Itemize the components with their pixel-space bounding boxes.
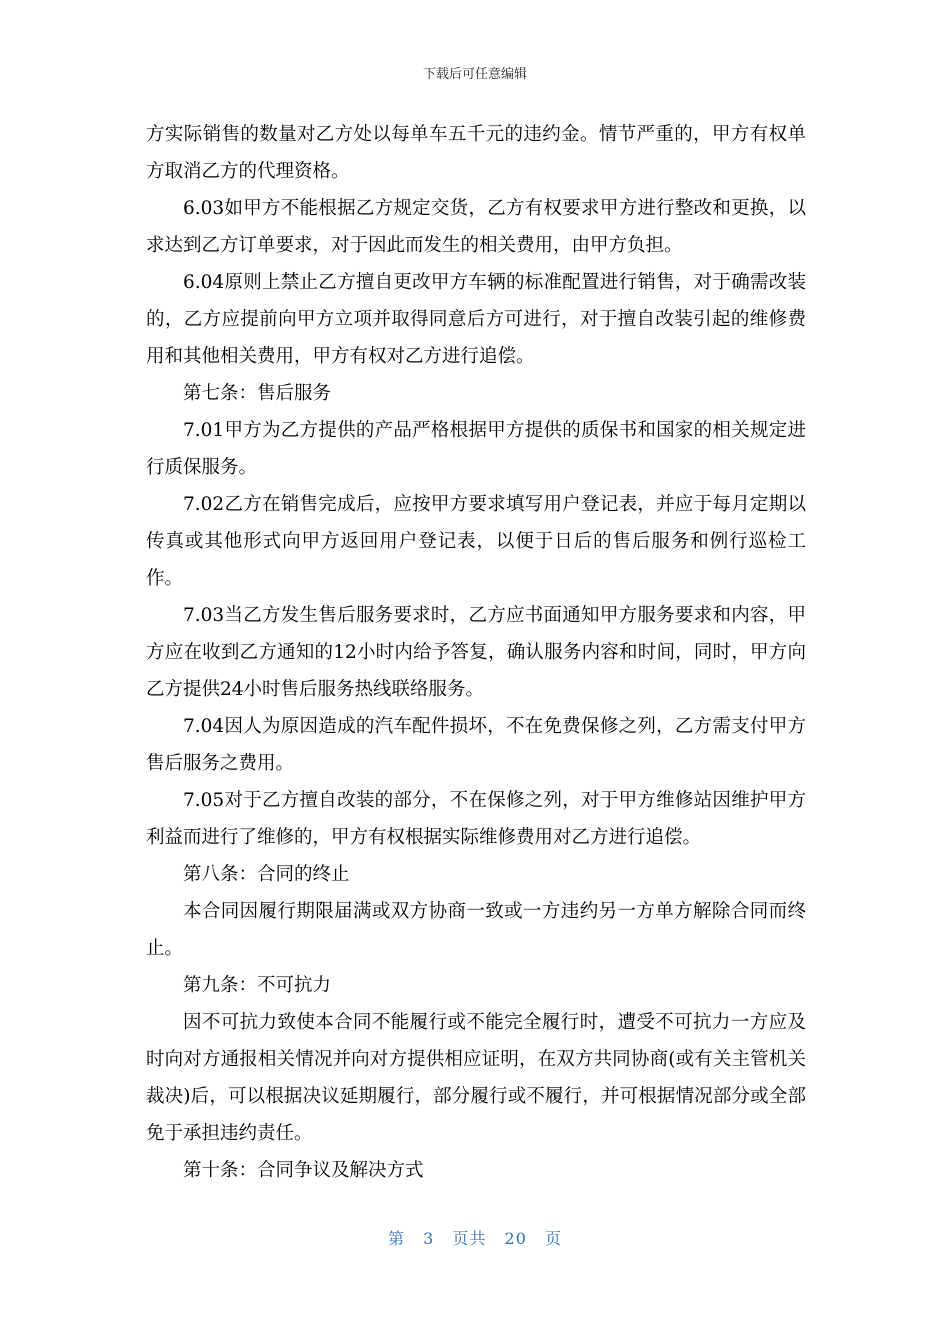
footer-prefix: 第 bbox=[388, 1229, 406, 1248]
paragraph: 6.03如甲方不能根据乙方规定交货，乙方有权要求甲方进行整改和更换，以求达到乙方订单要求，对于因此而发生的相关费用，由甲方负担。 bbox=[146, 198, 806, 256]
section-heading: 第十条：合同争议及解决方式 bbox=[183, 1160, 424, 1181]
paragraph: 7.05对于乙方擅自改装的部分，不在保修之列，对于甲方维修站因维护甲方利益而进行了维修的，甲方有权根据实际维修费用对乙方进行追偿。 bbox=[146, 790, 806, 848]
section-heading: 第九条：不可抗力 bbox=[183, 975, 332, 996]
section-heading: 第七条：售后服务 bbox=[183, 383, 332, 404]
section-heading: 第八条：合同的终止 bbox=[183, 864, 350, 885]
paragraph: 因不可抗力致使本合同不能履行或不能完全履行时，遭受不可抗力一方应及时向对方通报相关情况并向对方提供相应证明，在双方共同协商(或有关主管机关裁决)后，可以根据决议延期履行，部分履行或不履行，并可根据情况部分或全部免于承担违约责任。 bbox=[146, 1012, 806, 1144]
total-pages-number: 20 bbox=[504, 1229, 527, 1248]
footer-suffix: 页 bbox=[544, 1229, 562, 1248]
paragraph: 7.02乙方在销售完成后，应按甲方要求填写用户登记表，并应于每月定期以传真或其他形式向甲方返回用户登记表，以便于日后的售后服务和例行巡检工作。 bbox=[146, 494, 806, 589]
current-page-number: 3 bbox=[423, 1229, 435, 1248]
page-footer bbox=[0, 1228, 950, 1250]
paragraph: 本合同因履行期限届满或双方协商一致或一方违约另一方单方解除合同而终止。 bbox=[146, 901, 806, 959]
document-body bbox=[146, 116, 806, 1189]
paragraph: 7.04因人为原因造成的汽车配件损坏，不在免费保修之列，乙方需支付甲方售后服务之费用。 bbox=[146, 716, 806, 774]
page-header: 下载后可任意编辑 bbox=[422, 67, 527, 82]
paragraph: 7.01甲方为乙方提供的产品严格根据甲方提供的质保书和国家的相关规定进行质保服务。 bbox=[146, 420, 806, 478]
paragraph: 6.04原则上禁止乙方擅自更改甲方车辆的标准配置进行销售，对于确需改装的，乙方应提前向甲方立项并取得同意后方可进行，对于擅自改装引起的维修费用和其他相关费用，甲方有权对乙方进行追偿。 bbox=[146, 272, 806, 367]
paragraph: 方实际销售的数量对乙方处以每单车五千元的违约金。情节严重的，甲方有权单方取消乙方的代理资格。 bbox=[146, 124, 806, 182]
footer-middle: 页共 bbox=[452, 1229, 487, 1248]
paragraph: 7.03当乙方发生售后服务要求时，乙方应书面通知甲方服务要求和内容，甲方应在收到乙方通知的12小时内给予答复，确认服务内容和时间，同时，甲方向乙方提供24小时售后服务热线联络服务。 bbox=[146, 605, 806, 700]
